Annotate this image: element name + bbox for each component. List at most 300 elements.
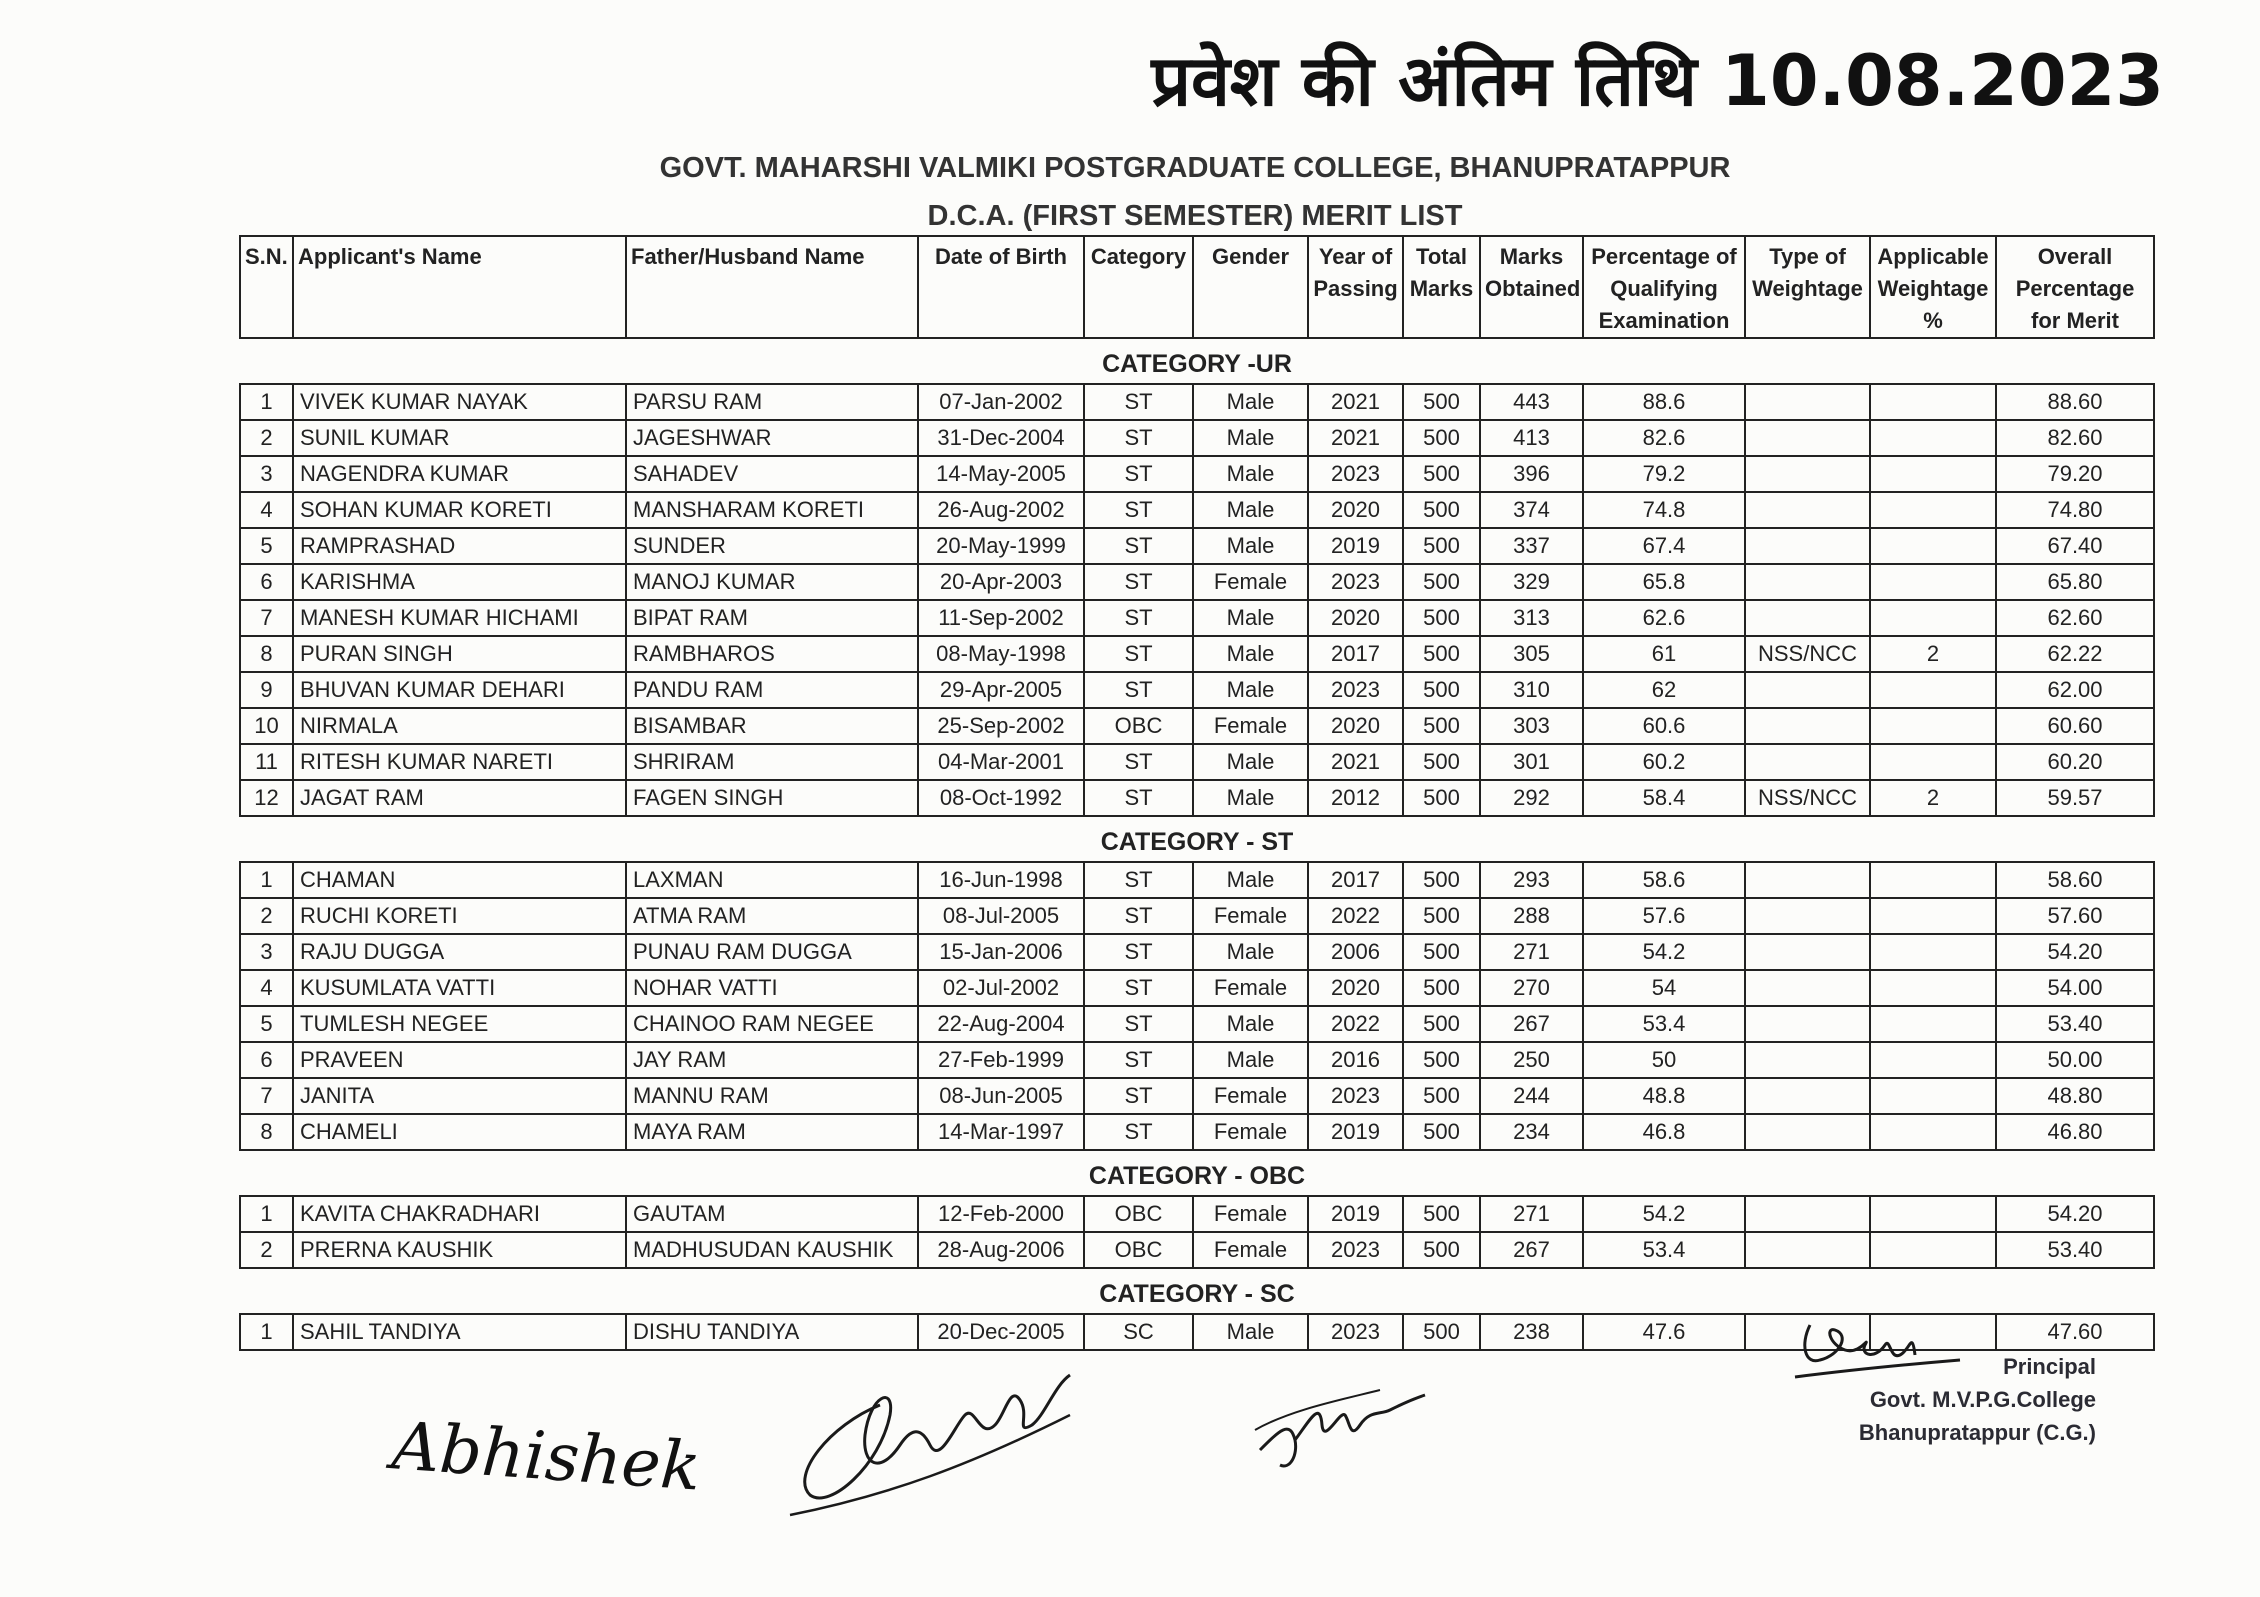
table-row bbox=[240, 564, 2154, 600]
row-marks-obtained: 292 bbox=[1480, 780, 1583, 816]
row-marks-obtained: 270 bbox=[1480, 970, 1583, 1006]
category-heading-row bbox=[240, 1268, 2154, 1314]
row-sn: 5 bbox=[240, 1006, 293, 1042]
row-overall-percentage: 53.40 bbox=[1996, 1232, 2154, 1268]
row-percentage: 61 bbox=[1583, 636, 1745, 672]
row-gender: Male bbox=[1193, 1006, 1308, 1042]
col-header-weightage-pct-l2: Weightage bbox=[1877, 276, 1989, 301]
row-father-name: LAXMAN bbox=[626, 862, 918, 898]
row-category: ST bbox=[1084, 1042, 1193, 1078]
row-applicant-name: PURAN SINGH bbox=[293, 636, 626, 672]
row-gender: Male bbox=[1193, 1042, 1308, 1078]
admission-deadline-heading: प्रवेश की अंतिम तिथि 10.08.2023 bbox=[1151, 40, 2164, 122]
row-percentage: 62 bbox=[1583, 672, 1745, 708]
row-percentage: 50 bbox=[1583, 1042, 1745, 1078]
row-applicant-name: RUCHI KORETI bbox=[293, 898, 626, 934]
category-heading: CATEGORY - SC bbox=[1099, 1279, 1295, 1308]
row-applicant-name: BHUVAN KUMAR DEHARI bbox=[293, 672, 626, 708]
row-father-name: MANSHARAM KORETI bbox=[626, 492, 918, 528]
row-total-marks: 500 bbox=[1403, 564, 1480, 600]
row-sn: 11 bbox=[240, 744, 293, 780]
row-applicant-name: JANITA bbox=[293, 1078, 626, 1114]
table-row bbox=[240, 1196, 2154, 1232]
col-header-sn: S.N. bbox=[240, 236, 293, 338]
row-marks-obtained: 305 bbox=[1480, 636, 1583, 672]
merit-table-body bbox=[240, 338, 2154, 1350]
row-overall-percentage: 48.80 bbox=[1996, 1078, 2154, 1114]
table-row bbox=[240, 708, 2154, 744]
row-year: 2022 bbox=[1308, 898, 1403, 934]
row-dob: 11-Sep-2002 bbox=[918, 600, 1084, 636]
col-header-percentage-l2: Qualifying bbox=[1610, 276, 1718, 301]
row-weightage-pct: 2 bbox=[1870, 636, 1996, 672]
row-sn: 4 bbox=[240, 492, 293, 528]
table-row bbox=[240, 1042, 2154, 1078]
row-weightage-pct bbox=[1870, 862, 1996, 898]
merit-table bbox=[239, 235, 2155, 1351]
row-overall-percentage: 54.20 bbox=[1996, 934, 2154, 970]
table-row bbox=[240, 862, 2154, 898]
row-year: 2012 bbox=[1308, 780, 1403, 816]
row-total-marks: 500 bbox=[1403, 1196, 1480, 1232]
col-header-weightage-type-l1: Type of bbox=[1769, 244, 1846, 269]
signature-3 bbox=[1250, 1370, 1430, 1480]
row-weightage-pct bbox=[1870, 1196, 1996, 1232]
col-header-gender: Gender bbox=[1193, 236, 1308, 338]
col-header-overall-l3: for Merit bbox=[2031, 308, 2119, 333]
row-marks-obtained: 250 bbox=[1480, 1042, 1583, 1078]
row-marks-obtained: 271 bbox=[1480, 934, 1583, 970]
row-father-name: DISHU TANDIYA bbox=[626, 1314, 918, 1350]
col-header-weightage-pct-l1: Applicable bbox=[1877, 244, 1989, 269]
row-gender: Female bbox=[1193, 1114, 1308, 1150]
col-header-weightage-pct bbox=[1870, 236, 1996, 338]
row-sn: 8 bbox=[240, 636, 293, 672]
row-overall-percentage: 46.80 bbox=[1996, 1114, 2154, 1150]
col-header-applicant-name: Applicant's Name bbox=[293, 236, 626, 338]
row-percentage: 67.4 bbox=[1583, 528, 1745, 564]
row-category: ST bbox=[1084, 672, 1193, 708]
col-header-year-l2: Passing bbox=[1313, 276, 1398, 301]
row-year: 2023 bbox=[1308, 672, 1403, 708]
row-marks-obtained: 374 bbox=[1480, 492, 1583, 528]
row-applicant-name: SOHAN KUMAR KORETI bbox=[293, 492, 626, 528]
table-row bbox=[240, 744, 2154, 780]
row-weightage-type bbox=[1745, 1196, 1870, 1232]
row-weightage-pct bbox=[1870, 528, 1996, 564]
row-dob: 29-Apr-2005 bbox=[918, 672, 1084, 708]
col-header-weightage-pct-l3: % bbox=[1923, 308, 1943, 333]
row-weightage-pct bbox=[1870, 970, 1996, 1006]
row-dob: 02-Jul-2002 bbox=[918, 970, 1084, 1006]
category-heading: CATEGORY -UR bbox=[1102, 349, 1292, 378]
row-applicant-name: RAJU DUGGA bbox=[293, 934, 626, 970]
row-sn: 1 bbox=[240, 862, 293, 898]
row-sn: 1 bbox=[240, 384, 293, 420]
table-row bbox=[240, 492, 2154, 528]
row-dob: 14-May-2005 bbox=[918, 456, 1084, 492]
row-overall-percentage: 59.57 bbox=[1996, 780, 2154, 816]
row-weightage-type bbox=[1745, 564, 1870, 600]
row-year: 2020 bbox=[1308, 970, 1403, 1006]
row-overall-percentage: 57.60 bbox=[1996, 898, 2154, 934]
row-dob: 28-Aug-2006 bbox=[918, 1232, 1084, 1268]
row-marks-obtained: 313 bbox=[1480, 600, 1583, 636]
col-header-overall-l2: Percentage bbox=[2015, 276, 2135, 301]
table-header-row bbox=[240, 236, 2154, 338]
row-year: 2021 bbox=[1308, 384, 1403, 420]
col-header-percentage-l3: Examination bbox=[1598, 308, 1730, 333]
row-dob: 08-Jun-2005 bbox=[918, 1078, 1084, 1114]
row-weightage-type bbox=[1745, 492, 1870, 528]
row-father-name: CHAINOO RAM NEGEE bbox=[626, 1006, 918, 1042]
row-overall-percentage: 58.60 bbox=[1996, 862, 2154, 898]
row-total-marks: 500 bbox=[1403, 672, 1480, 708]
row-sn: 7 bbox=[240, 1078, 293, 1114]
row-category: OBC bbox=[1084, 1196, 1193, 1232]
row-overall-percentage: 62.60 bbox=[1996, 600, 2154, 636]
row-year: 2023 bbox=[1308, 1314, 1403, 1350]
row-year: 2019 bbox=[1308, 1196, 1403, 1232]
row-category: ST bbox=[1084, 384, 1193, 420]
row-dob: 16-Jun-1998 bbox=[918, 862, 1084, 898]
row-weightage-type bbox=[1745, 934, 1870, 970]
row-percentage: 54 bbox=[1583, 970, 1745, 1006]
row-category: ST bbox=[1084, 970, 1193, 1006]
category-heading-row bbox=[240, 338, 2154, 384]
table-row bbox=[240, 970, 2154, 1006]
row-gender: Female bbox=[1193, 564, 1308, 600]
row-total-marks: 500 bbox=[1403, 1232, 1480, 1268]
row-sn: 6 bbox=[240, 1042, 293, 1078]
row-weightage-type bbox=[1745, 1078, 1870, 1114]
row-year: 2019 bbox=[1308, 528, 1403, 564]
row-overall-percentage: 54.00 bbox=[1996, 970, 2154, 1006]
row-year: 2023 bbox=[1308, 564, 1403, 600]
row-overall-percentage: 60.60 bbox=[1996, 708, 2154, 744]
row-category: ST bbox=[1084, 1114, 1193, 1150]
table-row bbox=[240, 456, 2154, 492]
row-father-name: GAUTAM bbox=[626, 1196, 918, 1232]
row-dob: 04-Mar-2001 bbox=[918, 744, 1084, 780]
principal-location: Bhanupratappur (C.G.) bbox=[1858, 1420, 2096, 1445]
row-category: ST bbox=[1084, 862, 1193, 898]
row-year: 2020 bbox=[1308, 492, 1403, 528]
row-dob: 12-Feb-2000 bbox=[918, 1196, 1084, 1232]
row-category: OBC bbox=[1084, 708, 1193, 744]
row-father-name: MANNU RAM bbox=[626, 1078, 918, 1114]
row-percentage: 46.8 bbox=[1583, 1114, 1745, 1150]
row-category: ST bbox=[1084, 934, 1193, 970]
row-gender: Male bbox=[1193, 744, 1308, 780]
row-father-name: PARSU RAM bbox=[626, 384, 918, 420]
row-applicant-name: JAGAT RAM bbox=[293, 780, 626, 816]
row-applicant-name: PRAVEEN bbox=[293, 1042, 626, 1078]
row-weightage-type bbox=[1745, 420, 1870, 456]
row-overall-percentage: 79.20 bbox=[1996, 456, 2154, 492]
row-category: ST bbox=[1084, 780, 1193, 816]
row-category: ST bbox=[1084, 420, 1193, 456]
col-header-overall bbox=[1996, 236, 2154, 338]
row-category: ST bbox=[1084, 744, 1193, 780]
row-marks-obtained: 267 bbox=[1480, 1232, 1583, 1268]
table-row bbox=[240, 1232, 2154, 1268]
row-category: ST bbox=[1084, 1078, 1193, 1114]
col-header-father-name: Father/Husband Name bbox=[626, 236, 918, 338]
row-applicant-name: NIRMALA bbox=[293, 708, 626, 744]
category-heading: CATEGORY - ST bbox=[1100, 827, 1294, 856]
row-gender: Male bbox=[1193, 528, 1308, 564]
row-total-marks: 500 bbox=[1403, 1042, 1480, 1078]
row-gender: Male bbox=[1193, 492, 1308, 528]
row-weightage-type bbox=[1745, 708, 1870, 744]
row-year: 2019 bbox=[1308, 1114, 1403, 1150]
row-total-marks: 500 bbox=[1403, 898, 1480, 934]
row-weightage-pct bbox=[1870, 456, 1996, 492]
row-weightage-pct bbox=[1870, 600, 1996, 636]
row-weightage-pct bbox=[1870, 1042, 1996, 1078]
row-weightage-type: NSS/NCC bbox=[1745, 780, 1870, 816]
row-category: ST bbox=[1084, 456, 1193, 492]
row-year: 2020 bbox=[1308, 600, 1403, 636]
row-overall-percentage: 65.80 bbox=[1996, 564, 2154, 600]
row-total-marks: 500 bbox=[1403, 420, 1480, 456]
row-year: 2023 bbox=[1308, 1078, 1403, 1114]
col-header-percentage-l1: Percentage of bbox=[1591, 244, 1737, 269]
row-sn: 10 bbox=[240, 708, 293, 744]
row-gender: Female bbox=[1193, 898, 1308, 934]
row-weightage-pct bbox=[1870, 1232, 1996, 1268]
row-weightage-pct bbox=[1870, 708, 1996, 744]
row-year: 2017 bbox=[1308, 862, 1403, 898]
row-marks-obtained: 293 bbox=[1480, 862, 1583, 898]
row-gender: Female bbox=[1193, 1196, 1308, 1232]
col-header-obtained bbox=[1480, 236, 1583, 338]
merit-list-title: D.C.A. (FIRST SEMESTER) MERIT LIST bbox=[927, 200, 1463, 232]
row-total-marks: 500 bbox=[1403, 744, 1480, 780]
category-heading-row bbox=[240, 1150, 2154, 1196]
row-father-name: PUNAU RAM DUGGA bbox=[626, 934, 918, 970]
row-weightage-pct bbox=[1870, 492, 1996, 528]
row-category: ST bbox=[1084, 528, 1193, 564]
row-dob: 08-Jul-2005 bbox=[918, 898, 1084, 934]
principal-title: Principal bbox=[2003, 1354, 2096, 1379]
row-father-name: FAGEN SINGH bbox=[626, 780, 918, 816]
row-father-name: MAYA RAM bbox=[626, 1114, 918, 1150]
row-marks-obtained: 267 bbox=[1480, 1006, 1583, 1042]
principal-college: Govt. M.V.P.G.College bbox=[1869, 1387, 2096, 1412]
row-sn: 1 bbox=[240, 1314, 293, 1350]
col-header-total-l1: Total bbox=[1416, 244, 1467, 269]
row-weightage-type bbox=[1745, 384, 1870, 420]
row-percentage: 48.8 bbox=[1583, 1078, 1745, 1114]
row-weightage-type bbox=[1745, 672, 1870, 708]
row-total-marks: 500 bbox=[1403, 970, 1480, 1006]
row-year: 2021 bbox=[1308, 420, 1403, 456]
row-marks-obtained: 301 bbox=[1480, 744, 1583, 780]
row-percentage: 58.6 bbox=[1583, 862, 1745, 898]
row-sn: 4 bbox=[240, 970, 293, 1006]
row-gender: Male bbox=[1193, 780, 1308, 816]
principal-stamp bbox=[1776, 1350, 2096, 1449]
col-header-year-l1: Year of bbox=[1318, 244, 1393, 269]
row-overall-percentage: 67.40 bbox=[1996, 528, 2154, 564]
row-year: 2022 bbox=[1308, 1006, 1403, 1042]
row-dob: 20-May-1999 bbox=[918, 528, 1084, 564]
row-weightage-pct bbox=[1870, 1114, 1996, 1150]
row-weightage-pct bbox=[1870, 1006, 1996, 1042]
row-percentage: 53.4 bbox=[1583, 1232, 1745, 1268]
row-gender: Male bbox=[1193, 1314, 1308, 1350]
table-row bbox=[240, 1006, 2154, 1042]
row-dob: 22-Aug-2004 bbox=[918, 1006, 1084, 1042]
row-weightage-type bbox=[1745, 528, 1870, 564]
row-year: 2020 bbox=[1308, 708, 1403, 744]
row-gender: Male bbox=[1193, 672, 1308, 708]
row-applicant-name: KUSUMLATA VATTI bbox=[293, 970, 626, 1006]
row-applicant-name: KAVITA CHAKRADHARI bbox=[293, 1196, 626, 1232]
row-overall-percentage: 74.80 bbox=[1996, 492, 2154, 528]
col-header-weightage-type bbox=[1745, 236, 1870, 338]
row-sn: 9 bbox=[240, 672, 293, 708]
row-category: ST bbox=[1084, 636, 1193, 672]
row-father-name: JAGESHWAR bbox=[626, 420, 918, 456]
row-gender: Male bbox=[1193, 384, 1308, 420]
row-weightage-type bbox=[1745, 862, 1870, 898]
row-father-name: MANOJ KUMAR bbox=[626, 564, 918, 600]
row-marks-obtained: 238 bbox=[1480, 1314, 1583, 1350]
row-applicant-name: RAMPRASHAD bbox=[293, 528, 626, 564]
row-percentage: 53.4 bbox=[1583, 1006, 1745, 1042]
row-weightage-pct bbox=[1870, 744, 1996, 780]
row-weightage-pct bbox=[1870, 898, 1996, 934]
row-percentage: 62.6 bbox=[1583, 600, 1745, 636]
row-overall-percentage: 88.60 bbox=[1996, 384, 2154, 420]
row-total-marks: 500 bbox=[1403, 708, 1480, 744]
row-weightage-pct bbox=[1870, 1078, 1996, 1114]
row-weightage-pct bbox=[1870, 934, 1996, 970]
row-overall-percentage: 62.00 bbox=[1996, 672, 2154, 708]
row-gender: Male bbox=[1193, 420, 1308, 456]
row-father-name: SUNDER bbox=[626, 528, 918, 564]
row-marks-obtained: 310 bbox=[1480, 672, 1583, 708]
row-percentage: 65.8 bbox=[1583, 564, 1745, 600]
row-marks-obtained: 271 bbox=[1480, 1196, 1583, 1232]
table-row bbox=[240, 420, 2154, 456]
row-marks-obtained: 443 bbox=[1480, 384, 1583, 420]
row-weightage-type bbox=[1745, 744, 1870, 780]
row-total-marks: 500 bbox=[1403, 1078, 1480, 1114]
col-header-obtained-l1: Marks bbox=[1499, 244, 1564, 269]
row-percentage: 82.6 bbox=[1583, 420, 1745, 456]
row-overall-percentage: 54.20 bbox=[1996, 1196, 2154, 1232]
row-year: 2016 bbox=[1308, 1042, 1403, 1078]
row-total-marks: 500 bbox=[1403, 492, 1480, 528]
row-percentage: 54.2 bbox=[1583, 1196, 1745, 1232]
row-weightage-type bbox=[1745, 1006, 1870, 1042]
row-overall-percentage: 60.20 bbox=[1996, 744, 2154, 780]
table-row bbox=[240, 672, 2154, 708]
row-total-marks: 500 bbox=[1403, 1114, 1480, 1150]
row-dob: 27-Feb-1999 bbox=[918, 1042, 1084, 1078]
row-overall-percentage: 53.40 bbox=[1996, 1006, 2154, 1042]
row-weightage-pct bbox=[1870, 564, 1996, 600]
signature-2 bbox=[770, 1345, 1090, 1525]
row-father-name: SAHADEV bbox=[626, 456, 918, 492]
row-weightage-type bbox=[1745, 1232, 1870, 1268]
row-dob: 08-May-1998 bbox=[918, 636, 1084, 672]
row-year: 2023 bbox=[1308, 456, 1403, 492]
row-weightage-type bbox=[1745, 1042, 1870, 1078]
col-header-overall-l1: Overall bbox=[2037, 244, 2113, 269]
category-heading-row bbox=[240, 816, 2154, 862]
row-gender: Female bbox=[1193, 1232, 1308, 1268]
row-marks-obtained: 413 bbox=[1480, 420, 1583, 456]
college-name: GOVT. MAHARSHI VALMIKI POSTGRADUATE COLLEGE, BHANUPRATAPPUR bbox=[659, 152, 1731, 184]
row-sn: 5 bbox=[240, 528, 293, 564]
row-year: 2023 bbox=[1308, 1232, 1403, 1268]
row-category: ST bbox=[1084, 898, 1193, 934]
row-applicant-name: RITESH KUMAR NARETI bbox=[293, 744, 626, 780]
row-marks-obtained: 337 bbox=[1480, 528, 1583, 564]
row-total-marks: 500 bbox=[1403, 1314, 1480, 1350]
col-header-category: Category bbox=[1084, 236, 1193, 338]
row-father-name: MADHUSUDAN KAUSHIK bbox=[626, 1232, 918, 1268]
row-total-marks: 500 bbox=[1403, 528, 1480, 564]
row-percentage: 60.2 bbox=[1583, 744, 1745, 780]
row-gender: Male bbox=[1193, 456, 1308, 492]
row-weightage-type bbox=[1745, 970, 1870, 1006]
row-total-marks: 500 bbox=[1403, 456, 1480, 492]
row-applicant-name: VIVEK KUMAR NAYAK bbox=[293, 384, 626, 420]
row-total-marks: 500 bbox=[1403, 384, 1480, 420]
col-header-total bbox=[1403, 236, 1480, 338]
row-dob: 08-Oct-1992 bbox=[918, 780, 1084, 816]
row-category: OBC bbox=[1084, 1232, 1193, 1268]
row-category: ST bbox=[1084, 1006, 1193, 1042]
row-percentage: 88.6 bbox=[1583, 384, 1745, 420]
row-dob: 20-Dec-2005 bbox=[918, 1314, 1084, 1350]
row-total-marks: 500 bbox=[1403, 780, 1480, 816]
table-row bbox=[240, 528, 2154, 564]
col-header-year bbox=[1308, 236, 1403, 338]
col-header-dob: Date of Birth bbox=[918, 236, 1084, 338]
table-row bbox=[240, 898, 2154, 934]
row-weightage-type bbox=[1745, 898, 1870, 934]
row-father-name: PANDU RAM bbox=[626, 672, 918, 708]
row-gender: Female bbox=[1193, 1078, 1308, 1114]
table-row bbox=[240, 600, 2154, 636]
col-header-weightage-type-l2: Weightage bbox=[1752, 276, 1863, 301]
row-weightage-type: NSS/NCC bbox=[1745, 636, 1870, 672]
table-row bbox=[240, 384, 2154, 420]
row-gender: Female bbox=[1193, 708, 1308, 744]
row-total-marks: 500 bbox=[1403, 636, 1480, 672]
row-weightage-type bbox=[1745, 456, 1870, 492]
row-applicant-name: NAGENDRA KUMAR bbox=[293, 456, 626, 492]
row-applicant-name: KARISHMA bbox=[293, 564, 626, 600]
row-year: 2017 bbox=[1308, 636, 1403, 672]
row-sn: 7 bbox=[240, 600, 293, 636]
row-overall-percentage: 50.00 bbox=[1996, 1042, 2154, 1078]
row-category: SC bbox=[1084, 1314, 1193, 1350]
row-sn: 2 bbox=[240, 1232, 293, 1268]
row-applicant-name: CHAMELI bbox=[293, 1114, 626, 1150]
row-father-name: ATMA RAM bbox=[626, 898, 918, 934]
row-percentage: 79.2 bbox=[1583, 456, 1745, 492]
table-row bbox=[240, 780, 2154, 816]
row-year: 2006 bbox=[1308, 934, 1403, 970]
